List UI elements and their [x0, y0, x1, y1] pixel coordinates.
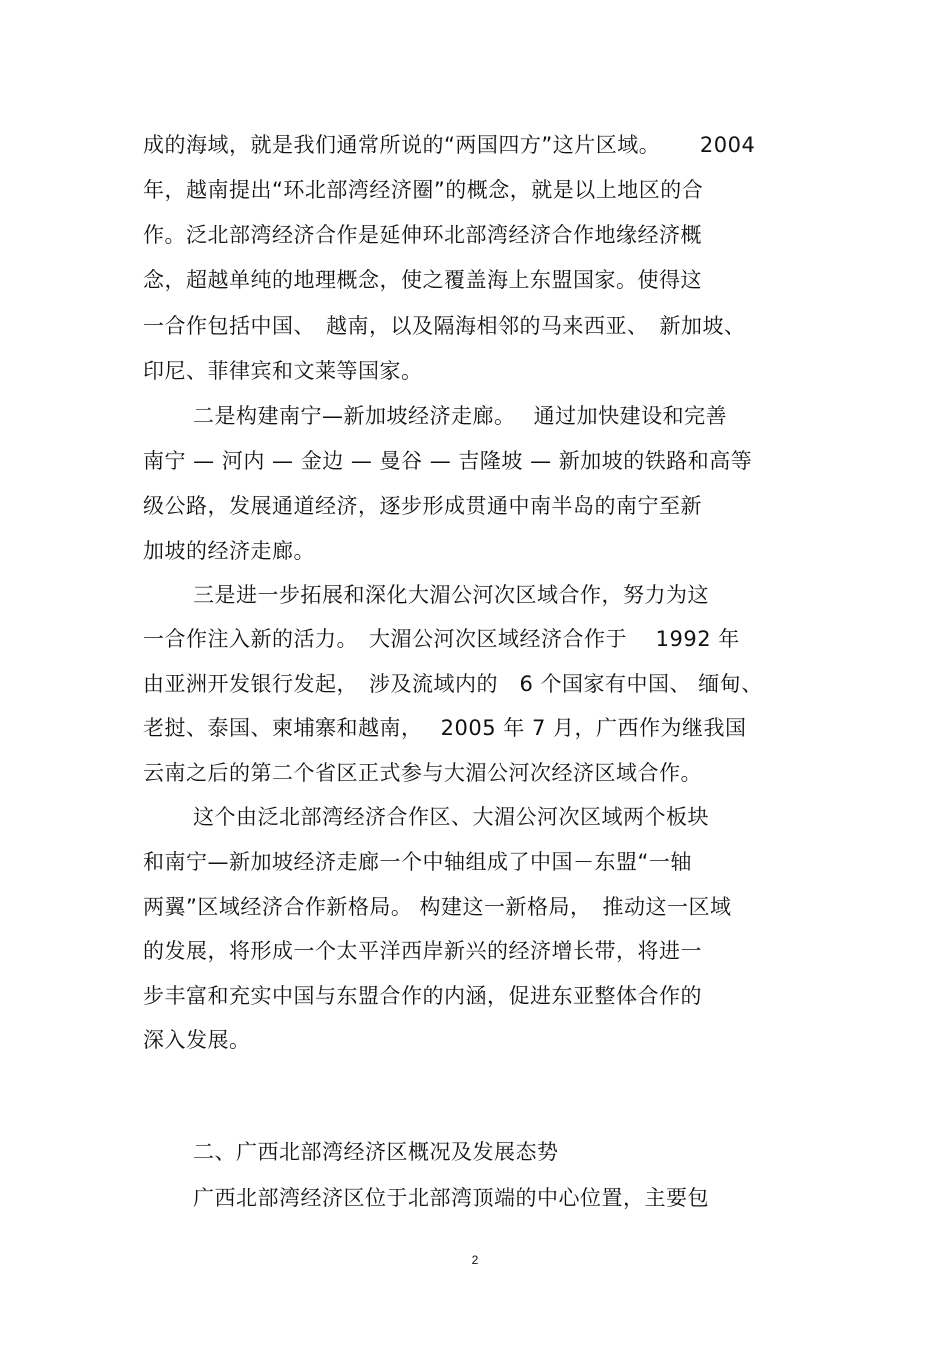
text-line: 加坡的经济走廊。: [143, 539, 315, 563]
text-line: 两翼”区域经济合作新格局。 构建这一新格局， 推动这一区域: [143, 895, 732, 919]
text-line: 南宁 — 河内 — 金边 — 曼谷 — 吉隆坡 — 新加坡的铁路和高等: [143, 449, 753, 473]
text-line: 深入发展。: [143, 1028, 251, 1052]
text-line: 一合作注入新的活力。 大湄公河次区域经济合作于 1992 年: [143, 627, 740, 651]
paragraph-first-line: 这个由泛北部湾经济合作区、大湄公河次区域两个板块: [193, 805, 709, 829]
text-line: 由亚洲开发银行发起， 涉及流域内的 6 个国家有中国、 缅甸、: [143, 672, 763, 696]
page-number: 2: [471, 1253, 479, 1267]
text-line: 年，越南提出“环北部湾经济圈”的概念，就是以上地区的合: [143, 178, 704, 202]
text-line: 步丰富和充实中国与东盟合作的内涵，促进东亚整体合作的: [143, 984, 702, 1008]
text-line: 成的海域，就是我们通常所说的“两国四方”这片区域。 2004: [143, 133, 756, 157]
text-line: 作。泛北部湾经济合作是延伸环北部湾经济合作地缘经济概: [143, 223, 702, 247]
text-line: 级公路，发展通道经济，逐步形成贯通中南半岛的南宁至新: [143, 494, 702, 518]
paragraph-first-line: 广西北部湾经济区位于北部湾顶端的中心位置，主要包: [193, 1186, 709, 1210]
text-line: 念，超越单纯的地理概念，使之覆盖海上东盟国家。使得这: [143, 268, 702, 292]
text-line: 印尼、菲律宾和文莱等国家。: [143, 359, 423, 383]
text-line: 和南宁—新加坡经济走廊一个中轴组成了中国－东盟“一轴: [143, 850, 692, 874]
section-heading: 二、广西北部湾经济区概况及发展态势: [193, 1140, 559, 1164]
text-line: 一合作包括中国、 越南，以及隔海相邻的马来西亚、 新加坡、: [143, 314, 746, 338]
paragraph-first-line: 二是构建南宁—新加坡经济走廊。 通过加快建设和完善: [193, 404, 728, 428]
text-line: 老挝、泰国、柬埔寨和越南， 2005 年 7 月，广西作为继我国: [143, 716, 747, 740]
text-line: 的发展，将形成一个太平洋西岸新兴的经济增长带，将进一: [143, 939, 702, 963]
text-line: 云南之后的第二个省区正式参与大湄公河次经济区域合作。: [143, 761, 702, 785]
paragraph-first-line: 三是进一步拓展和深化大湄公河次区域合作，努力为这: [193, 583, 709, 607]
